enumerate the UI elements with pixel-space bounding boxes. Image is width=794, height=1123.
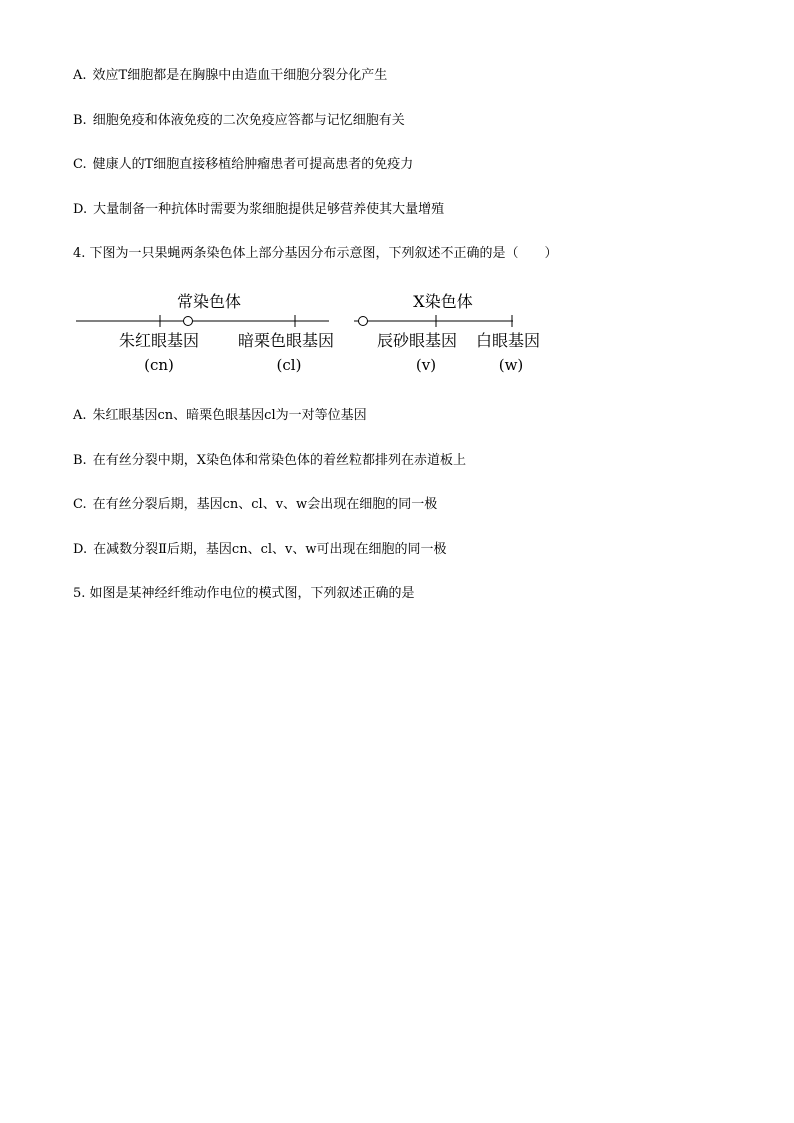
option-letter: B.	[73, 113, 87, 128]
option-letter: C.	[73, 497, 87, 512]
q4-option-c	[73, 497, 437, 513]
option-text: 效应T细胞都是在胸腺中由造血干细胞分裂分化产生	[92, 68, 388, 83]
q3-option-b	[73, 113, 405, 129]
gene-name-cn: 朱红眼基因	[118, 331, 200, 350]
option-text: 细胞免疫和体液免疫的二次免疫应答都与记忆细胞有关	[92, 113, 405, 128]
gene-symbol-cl: (cl)	[276, 356, 302, 374]
option-letter: D.	[73, 202, 88, 217]
gene-symbol-w: (w)	[498, 356, 524, 374]
x-centromere	[359, 317, 368, 326]
autosome-title: 常染色体	[176, 292, 242, 311]
gene-symbol-v: (v)	[415, 356, 437, 374]
chromosome-diagram-svg	[76, 288, 546, 378]
option-text: 在减数分裂Ⅱ后期，基因cn、cl、v、w可出现在细胞的同一极	[93, 542, 447, 557]
gene-name-w: 白眼基因	[475, 331, 541, 350]
option-text: 在有丝分裂中期，X染色体和常染色体的着丝粒都排列在赤道板上	[92, 453, 466, 468]
option-letter: B.	[73, 453, 87, 468]
q5-stem: 5. 如图是某神经纤维动作电位的模式图，下列叙述正确的是	[73, 586, 415, 601]
option-text: 大量制备一种抗体时需要为浆细胞提供足够营养使其大量增殖	[93, 202, 445, 217]
x-chromosome-title: X染色体	[413, 292, 473, 311]
gene-name-v: 辰砂眼基因	[376, 331, 458, 350]
option-text: 朱红眼基因cn、暗栗色眼基因cl为一对等位基因	[92, 408, 367, 423]
option-letter: A.	[73, 408, 87, 423]
q4-option-b	[73, 453, 466, 469]
q4-option-d	[73, 542, 447, 558]
option-letter: D.	[73, 542, 88, 557]
gene-name-cl: 暗栗色眼基因	[237, 331, 335, 350]
q3-option-d	[73, 202, 444, 218]
option-letter: A.	[73, 68, 87, 83]
q3-option-a	[73, 68, 387, 84]
q4-stem: 4. 下图为一只果蝇两条染色体上部分基因分布示意图，下列叙述不正确的是（ ）	[73, 246, 558, 261]
q4-option-a	[73, 408, 367, 424]
autosome-centromere	[184, 317, 193, 326]
gene-symbol-cn: (cn)	[144, 356, 174, 374]
chromosome-gene-diagram	[76, 288, 546, 378]
option-text: 在有丝分裂后期，基因cn、cl、v、w会出现在细胞的同一极	[92, 497, 438, 512]
option-text: 健康人的T细胞直接移植给肿瘤患者可提高患者的免疫力	[92, 157, 414, 172]
q3-option-c	[73, 157, 413, 173]
option-letter: C.	[73, 157, 87, 172]
